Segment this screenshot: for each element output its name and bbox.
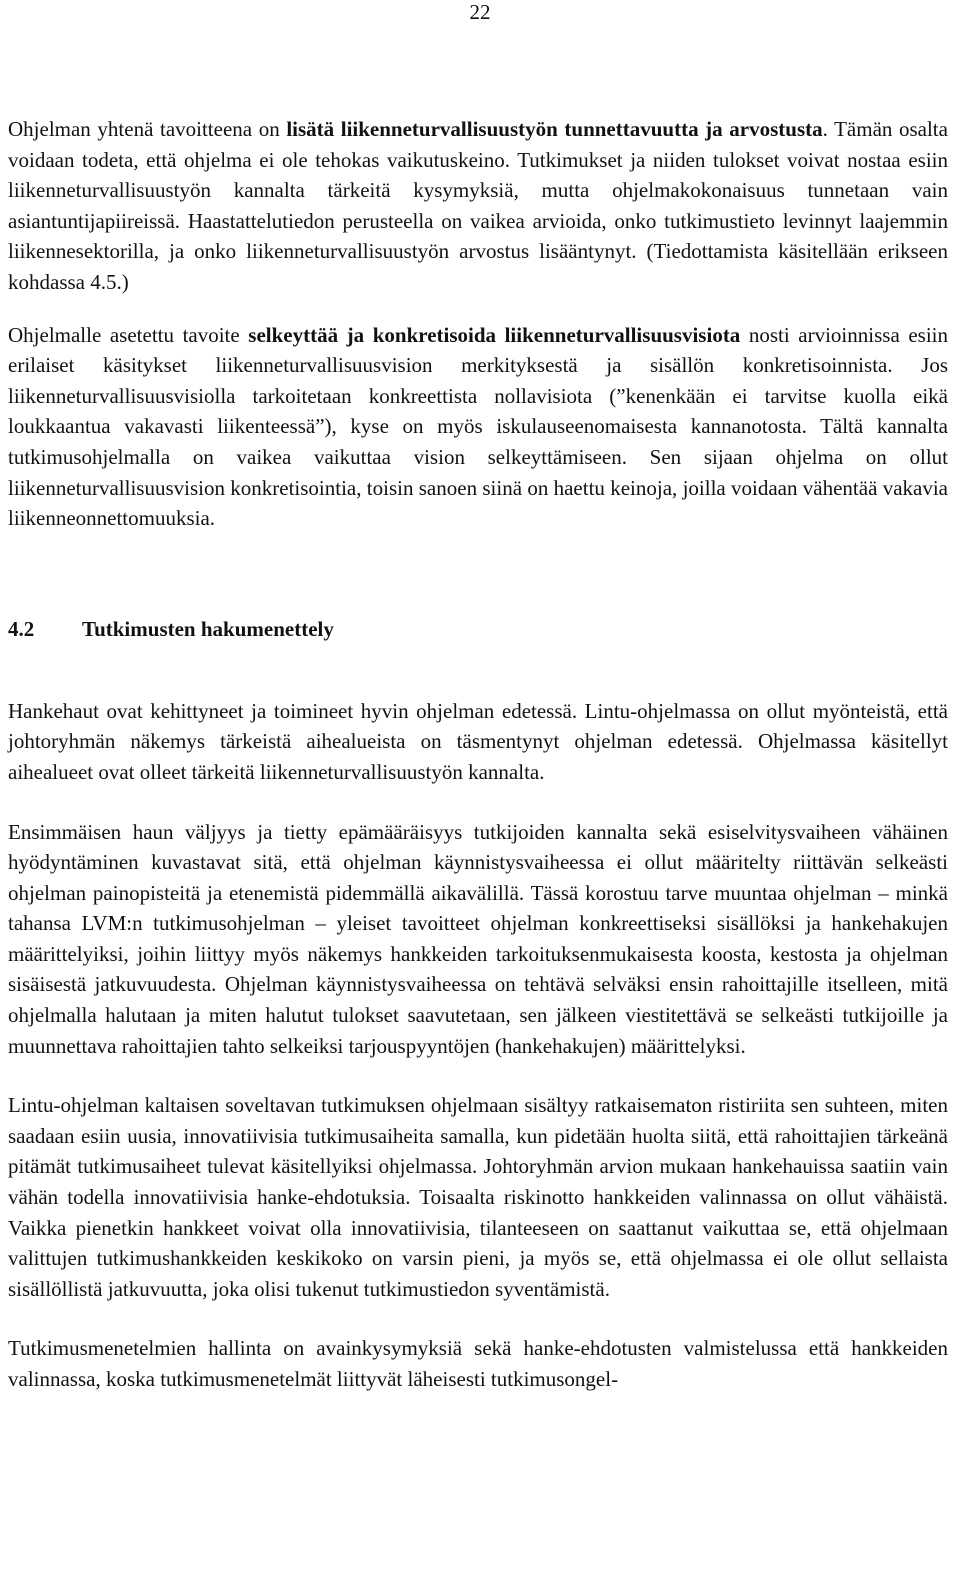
text-span: Ohjelmalle asetettu tavoite — [8, 322, 249, 347]
section-heading — [8, 614, 948, 644]
paragraph-research-methods: Tutkimusmenetelmien hallinta on avainkysymyksiä sekä hanke-ehdotusten valmistelussa että hankkeiden valinnassa, koska tutkimusmenetelmät liittyvät läheisesti tutkimusongel- — [8, 1336, 948, 1391]
bold-goal-phrase: lisätä liikenneturvallisuustyön tunnettavuutta ja arvostusta — [286, 117, 823, 141]
bold-goal-phrase: selkeyttää ja konkretisoida liikenneturvallisuusvisiota — [248, 322, 741, 347]
paragraph-innovation-conflict: Lintu-ohjelman kaltaisen soveltavan tutkimuksen ohjelmaan sisältyy ratkaisematon ristiriita sen suhteen, miten saadaan esiin uusia, innovatiivisia tutkimusaiheita samalla, kun pidetään huolta siitä, että rahoittajien tärkeänä pitämät tutkimusaiheet tulevat käsitellyiksi ohjelmassa. Johtoryhmän arvion mukaan hankehauissa saatiin vain vähän todella innovatiivisia hanke-ehdotuksia. Toisaalta riskinotto hankkeiden valinnassa on ollut vähäistä. Vaikka pienetkin hankkeet voivat olla innovatiivisia, tilanteeseen on saattanut vaikuttaa se, että ohjelmaan valittujen tutkimushankkeiden keskikoko on varsin pieni, ja myös se, että ohjelmassa ei ole ollut sellaista sisällöllistä jatkuvuutta, joka olisi tukenut tutkimustiedon syventämistä. — [8, 1093, 948, 1301]
text-span: . Tämän osalta voidaan todeta, että ohjelma ei ole tehokas vaikutuskeino. Tutkimukset ja niiden tulokset voivat nostaa esiin liikenneturvallisuustyön kannalta tärkeitä kysymyksiä, mutta ohjelmakokonaisuus tunnetaan vain asiantuntijapiireissä. — [8, 117, 948, 233]
paragraph-calls-developed: Hankehaut ovat kehittyneet ja toimineet hyvin ohjelman edetessä. Lintu-ohjelmassa on ollut myönteistä, että johtoryhmän näkemys tärkeistä aihealueista on täsmentynyt ohjelman edetessä. Ohjelmassa käsitellyt aihealueet ovat olleet tärkeitä liikenneturvallisuustyön kannalta. — [8, 698, 948, 784]
page-number: 22 — [469, 0, 491, 24]
text-span: Ohjelman yhtenä tavoitteena on — [8, 117, 287, 141]
section-number: 4.2 — [8, 616, 35, 641]
paragraph-first-call: Ensimmäisen haun väljyys ja tietty epämääräisyys tutkijoiden kannalta sekä esiselvitysvaiheen vähäinen hyödyntäminen kuvastavat sitä, että ohjelman käynnistysvaiheessa ei ollut määritelty riittävän selkeästi ohjelman painopisteitä ja etenemistä pidemmällä aikavälillä. Tässä korostuu tarve muuntaa ohjelman – minkä tahansa LVM:n tutkimusohjelman – yleiset tavoitteet ohjelman konkreettiseksi sisällöksi ja hankehakujen määrittelyiksi, joihin liittyy myös näkemys hankkeiden tarkoituksenmukaisesta koosta, kestosta ja ohjelman sisäisestä jatkuvuudesta. Ohjelman käynnistysvaiheessa on tehtävä selväksi ensin rahoittajille itselleen, mitä ohjelmalla halutaan ja miten halutut tulokset saavutetaan, sen jälkeen viestitettävä se selkeästi tutkijoille ja muunnettava rahoittajien tahto selkeiksi tarjouspyyntöjen (hankehakujen) määrittelyksi. — [8, 819, 948, 1058]
paragraph-visibility-goal — [8, 114, 948, 298]
paragraph-vision-goal — [8, 320, 948, 534]
section-title: Tutkimusten hakumenettely — [82, 616, 334, 641]
text-span: (Tiedottamista käsitellään erikseen kohdassa 4.5.) — [8, 239, 948, 294]
page-body — [8, 114, 948, 1395]
text-span: nosti arvioinnissa esiin erilaiset käsitykset liikenneturvallisuusvision merkityksestä ja sisällön konkretisoinnista. Jos liikenneturvallisuusvisiolla tarkoitetaan konkreettista nollavisiota (”kenenkään ei tarvitse kuolla eikä loukkaantua vakavasti liikenteessä”), kyse on myös iskulauseenomaisesta kannanotosta. Tältä kannalta tutkimusohjelmalla on vaikea vaikuttaa vision selkeyttämiseen. Sen sijaan ohjelma on ollut liikenneturvallisuusvision konkretisointia, toisin sanoen siinä on haettu keinoja, joilla voidaan vähentää vakavia liikenneonnettomuuksia. — [8, 322, 948, 531]
text-span: Haastattelutiedon perusteella on vaikea arvioida, onko tutkimustieto levinnyt laajemmin liikennesektorilla, ja onko liikenneturvallisuustyön arvostus lisääntynyt. — [8, 208, 948, 264]
